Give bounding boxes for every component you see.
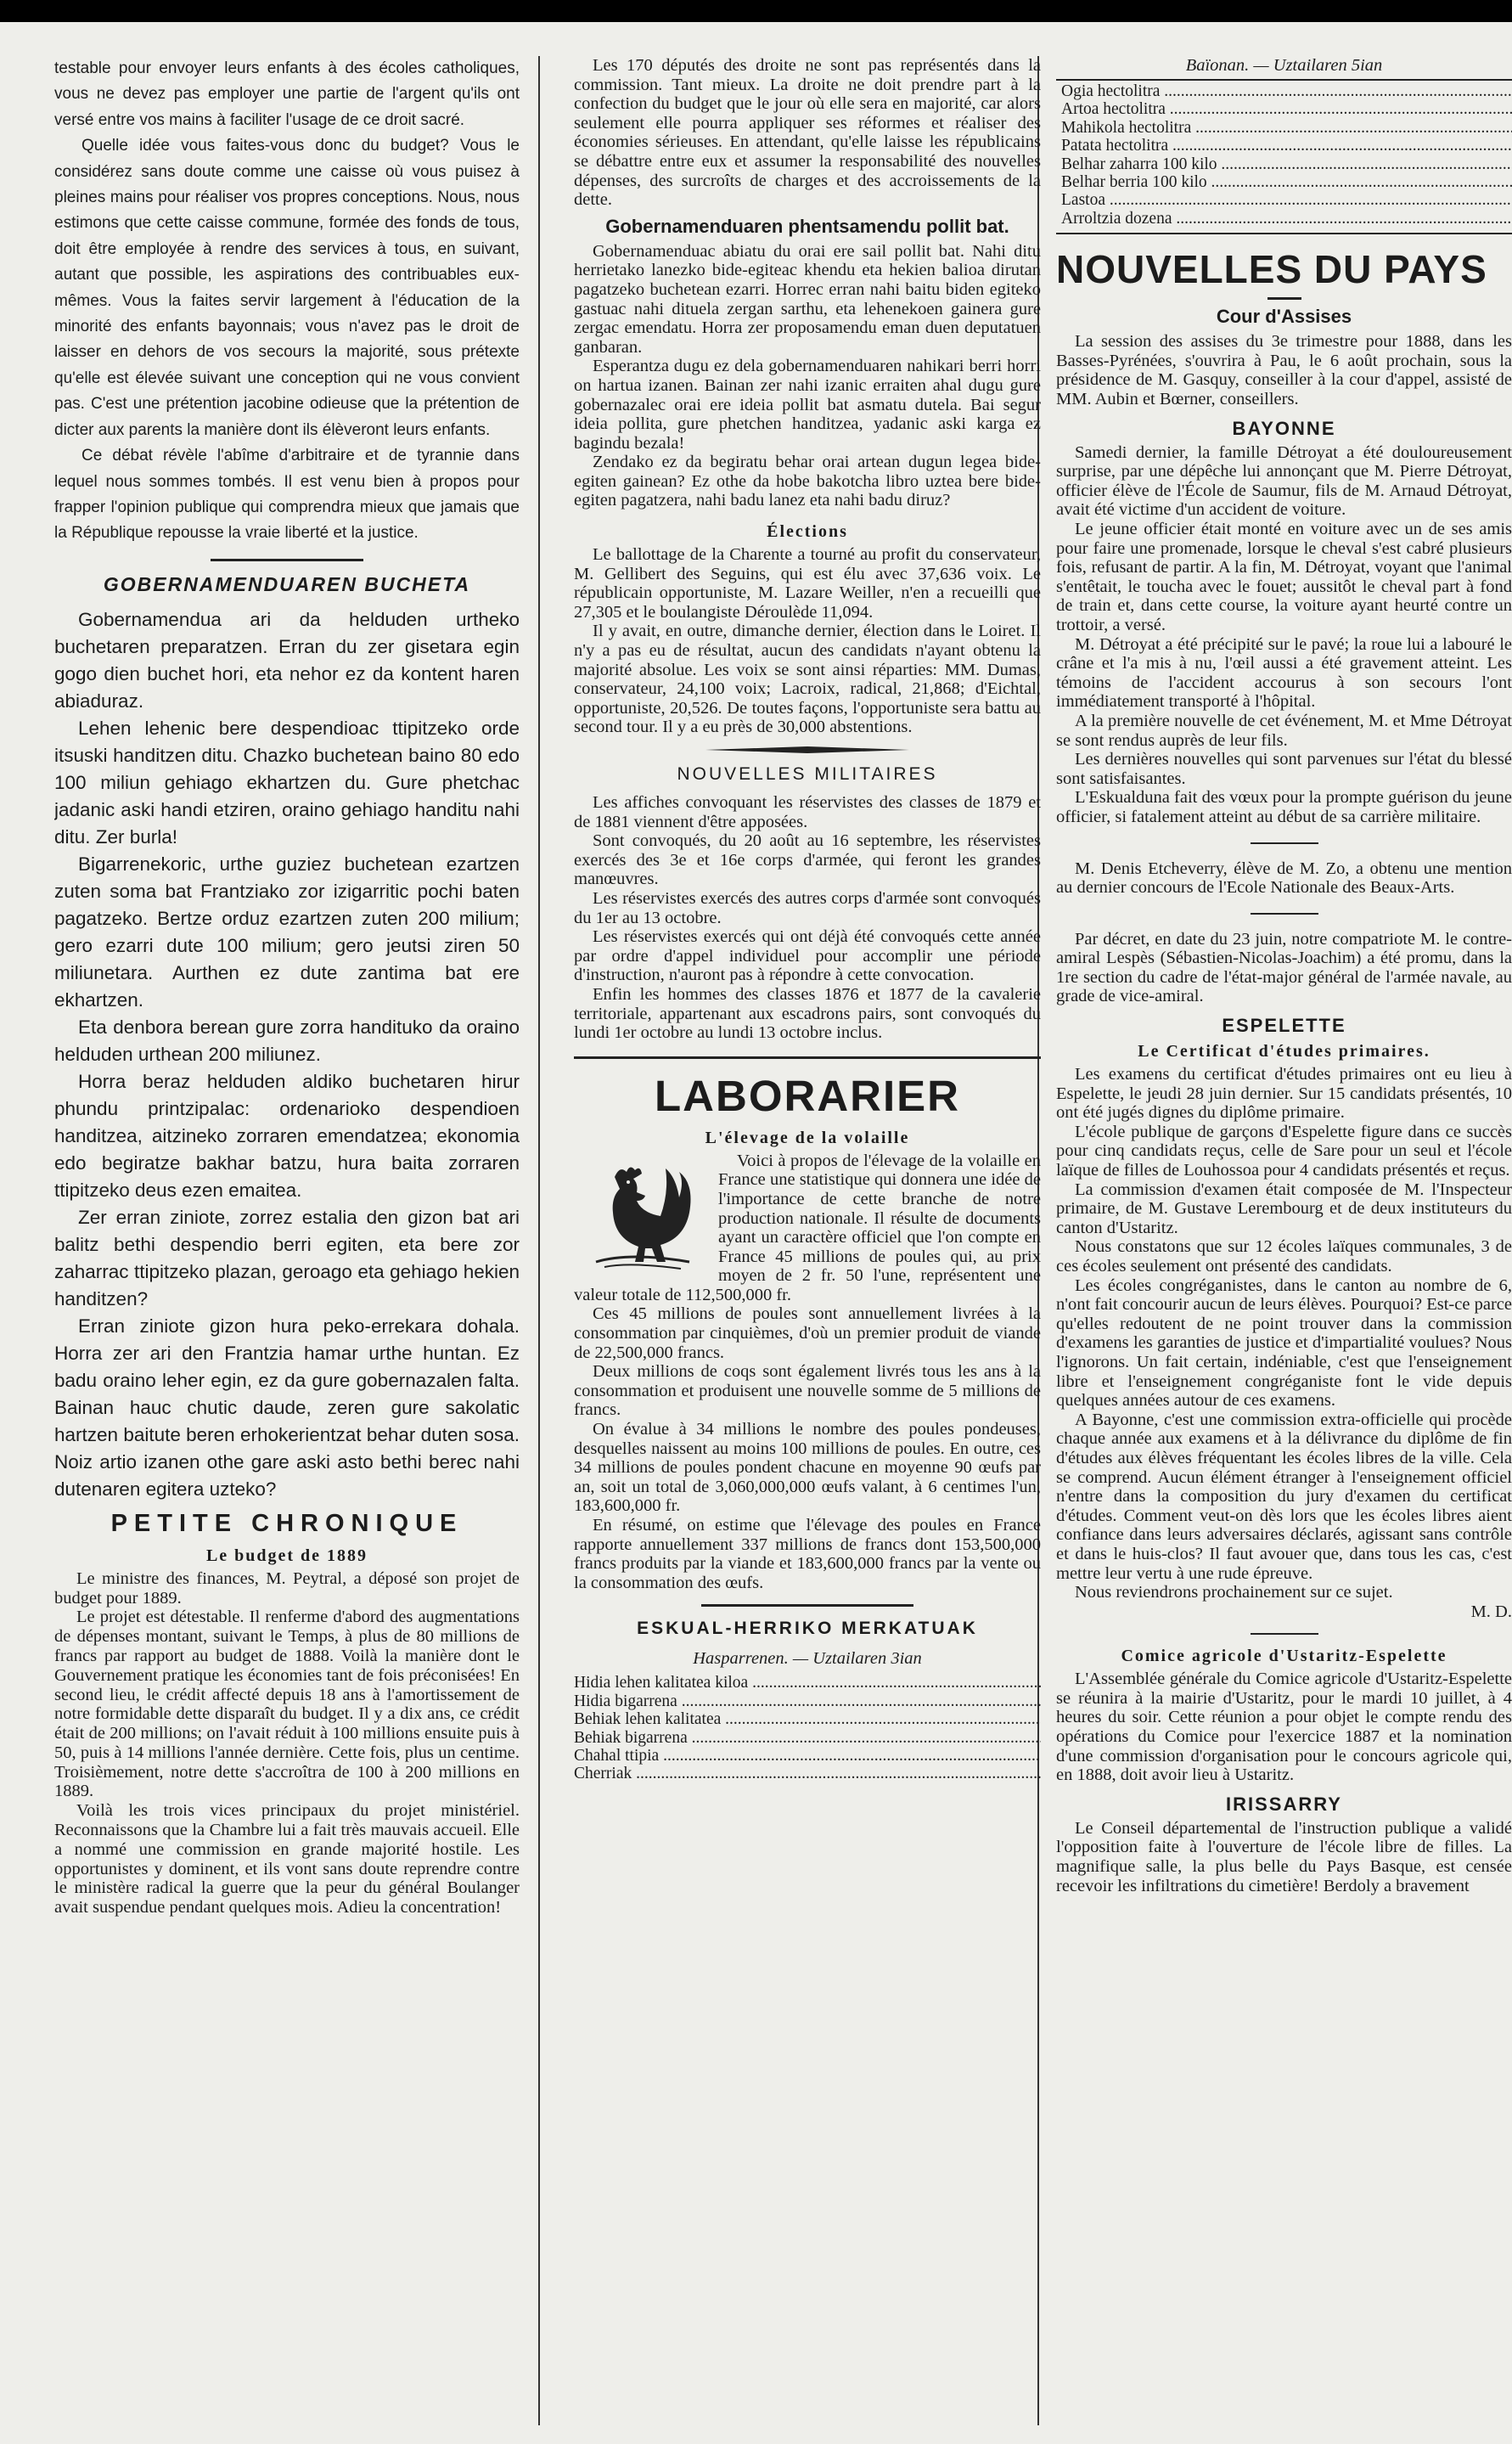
paragraph: La commission d'examen était composée de M. l'Inspecteur primaire, de M. Gustave Lerembourg et de deux instituteurs du canton d'Ustaritz. [1056,1180,1512,1237]
rooster-illustration [579,1152,706,1279]
paragraph: Gobernamendua ari da helduden urtheko buchetaren preparatzen. Erran du zer gisetara egin gogo dien buchet hori, eta nehor ez da kontent haren abiaduraz. [54,608,520,712]
section-title-cour-assises: Cour d'Assises [1216,306,1352,328]
section-title-merkatuak: ESKUAL-HERRIKO MERKATUAK [637,1619,978,1639]
paragraph: En résumé, on estime que l'élevage des poules en France rapporte annuellement 337 millions de francs dont 153,500,000 francs produits par la viande et 183,600,000 francs par la vente ou la consommation des œufs. [574,1516,1041,1592]
paragraph: M. Détroyat a été précipité sur le pavé; la roue lui a labouré le crâne et l'a mis à nu, l'œil aussi a été gravement atteint. Les témoins de l'accident accourus à son secours l'ont immédiatement transporté à l'hôpital. [1056,634,1512,712]
table-row [1061,191,1512,209]
row-label: Artoa hectolitra ..... [1061,100,1512,118]
dateline-place: Baïonan. [1185,56,1250,75]
row-label: Belhar berria 100 kilo ..... [1061,173,1512,191]
chronique-article [54,1569,520,1917]
column-rule-1 [538,56,540,2425]
paragraph: Les réservistes exercés qui ont déjà été convoqués cette année par ordre d'appel individuel pour accomplir une période d'instruction, n'auront pas à répondre à cette convocation. [574,927,1041,985]
table-row [574,1692,1041,1710]
separator-rule [701,1604,913,1607]
section-title-elections: Élections [767,522,848,542]
intro-article [54,56,520,547]
separator-rule [1251,842,1318,844]
row-label: Hidia bigarrena ..... [574,1692,1041,1710]
section-title-irissarry: IRISSARRY [1226,1793,1342,1815]
paragraph: Bigarrenekoric, urthe guziez buchetean ezartzen zuten soma bat Frantziako zor izigarritic pochi baten pagatzeko. Bertze orduz ezartzen zuten 200 milium; gero ezarri dute 100 milium; gero jeutsi ziren 50 miliunetara. Aurthen ez dute zantima bat ere ekhartzen. [54,853,520,1011]
separator-rule [1251,1633,1318,1635]
section-title-nouvelles-du-pays: NOUVELLES DU PAYS [1056,247,1487,292]
paragraph: A la première nouvelle de cet événement, M. et Mme Détroyat se sont rendus auprès de leur fils. [1056,711,1512,750]
paragraph: Le jeune officier était monté en voiture avec un de ses amis pour faire une promenade, lorsque le cheval s'est cabré plusieurs fois, refusant de partir. A la fin, M. Détroyat, voyant que l'animal s'entêtait, le toucha avec le fouet; aussitôt le cheval part à fond de train et, dans cette course, la voiture ayant heurté contre un trottoir, a versé. [1056,520,1512,634]
paragraph: Voici à propos de l'élevage de la volaille en France une statistique qui donnera une idée de l'importance de cette branche de notre production nationale. Il résulte de documents ayant un caractère officiel que l'on compte en France 45 millions de poules qui, au prix moyen de 2 fr. 50 l'une, représentent une valeur totale de 112,500,000 fr. [574,1151,1041,1304]
table-row [574,1747,1041,1765]
dateline [574,1649,1041,1669]
table-row [574,1765,1041,1782]
subtitle-certificat: Le Certificat d'études primaires. [1138,1042,1430,1062]
paragraph: Esperantza dugu ez dela gobernamenduaren nahikari berri horri on hartua izanen. Bainan zer nahi izanic erraiten ahal dugu gure gobernazalec orai ere ideia pollit bat asmatu dutela. Bai segur ideia pollita, gure phetchen handitzea, yadanic aski karga ez bagindu bezala! [574,357,1041,453]
section-title-phentsamendu: Gobernamenduaren phentsamendu pollit bat. [605,215,1009,237]
separator-rule [1267,297,1301,300]
dateline-place: Hasparrenen. [693,1649,789,1669]
section-divider [574,1056,1041,1059]
separator-rule [1251,913,1318,915]
table-row [1061,155,1512,173]
section-title-bayonne: BAYONNE [1232,417,1336,439]
section-title-nouvelles-militaires: NOUVELLES MILITAIRES [677,764,938,784]
paragraph: Le projet est détestable. Il renferme d'abord des augmentations de dépenses montant, suivant le Temps, à plus de 80 millions de francs par rapport au budget de 1888. Voilà la manière dont le Gouvernement pratique les économies tant de fois préconisées! En second lieu, le crédit affecté depuis 18 ans à l'amortissement de notre formidable dette disparaît du budget. Il y a dix ans, ce crédit était de 200 millions; on l'avait réduit à 100 millions ensuite puis à 50, puis à 14 millions l'année dernière. Cette fois, plus un centime. Troisièmement, notre dette s'accroîtra de 100 à 200 millions en 1889. [54,1608,520,1801]
table-row [1061,100,1512,118]
paragraph: Par décret, en date du 23 juin, notre compatriote M. le contre-amiral Lespès (Sébastien-Nicolas-Joachim) a été promu, dans la 1re section du cadre de l'état-major général de l'armée navale, au grade de vice-amiral. [1056,929,1512,1006]
paragraph: Sont convoqués, du 20 août au 16 septembre, les réservistes exercés des 3e et 16e corps d'armée, qui feront les grandes manœuvres. [574,831,1041,889]
row-label: Belhar zaharra 100 kilo ..... [1061,155,1512,173]
paragraph: Gobernamenduac abiatu du orai ere sail pollit bat. Nahi ditu herrietako lanezko bide-egiteac khendu eta hekien balioa dirutan pagatzeko buchetean ezarri. Horrec erran nahi baitu biden egiteko gastuac nahi dituela zergan sarthu, eta lehenekoen gainera gure zergac emendatu. Horra zer proposamendu eman duen deputatuen ganbaran. [574,241,1041,357]
table-row [1061,210,1512,228]
section-title-petite-chronique: PETITE CHRONIQUE [110,1509,464,1537]
paragraph: Les réservistes exercés des autres corps d'armée sont convoqués du 1er au 13 octobre. [574,888,1041,927]
paragraph: Le Conseil départemental de l'instruction publique a validé l'opposition faite à l'ouverture de l'école libre de filles. La magnifique salle, la plus belle du Pays Basque, est censée recevoir les infiltrations du cimetière! Berdoly a bravement [1056,1818,1512,1895]
newspaper-page [0,22,1512,2444]
price-table-bayonne [1061,82,1512,228]
wedge-rule-ornament [705,746,909,754]
subtitle-volaille: L'élevage de la volaille [705,1128,910,1147]
dateline-date: — Uztailaren 5ian [1253,56,1383,75]
table-row [1061,137,1512,155]
row-label: Behiak lehen kalitatea ..... [574,1710,1041,1728]
row-label: Ogia hectolitra ..... [1061,82,1512,100]
paragraph: Le ballottage de la Charente a tourné au profit du conservateur, M. Gellibert des Seguins, qui est élu avec 37,636 voix. Le républicain opportuniste, M. Lazare Weiller, n'en a recueilli que 27,305 et le boulangiste Déroulède 11,094. [574,545,1041,622]
separator-rule [211,559,363,561]
row-label: Behiak bigarrena ..... [574,1729,1041,1747]
row-label: Arroltzia dozena ..... [1061,210,1512,228]
paragraph: Horra beraz helduden aldiko buchetaren hirur phundu printzipalac: ordenarioko despendioen handitzea, aitzineko zorraren emendatzea; ekonomia edo begiratze bakhar batzu, hura baita zorraren ttipitzeko deus ezen emaitea. [54,1070,520,1201]
paragraph: L'Assemblée générale du Comice agricole d'Ustaritz-Espelette se réunira à la mairie d'Ustaritz, pour le mardi 10 juillet, à 4 heures du soir. Cette réunion a pour objet le compte rendu des opérations du Comice pour l'exercice 1887 et la nomination d'une commission d'organisation pour le concours agricole qui, en 1888, doit avoir lieu à Ustaritz. [1056,1670,1512,1785]
paragraph: L'école publique de garçons d'Espelette figure dans ce succès pour cinq candidats reçus, celle de Sare pour un seul et l'école laïque de filles de Louhossoa pour 4 candidats présentés et reçus. [1056,1122,1512,1180]
section-title-bucheta: GOBERNAMENDUAREN BUCHETA [103,572,471,595]
paragraph: testable pour envoyer leurs enfants à des écoles catholiques, vous ne devez pas employer une partie de l'argent qu'ils ont versé entre vos mains à faciliter l'usage de ce droit sacré. [54,59,520,129]
row-label: Cherriak ..... [574,1765,1041,1782]
paragraph: Voilà les trois vices principaux du projet ministériel. Reconnaissons que la Chambre lui a fait très mauvais accueil. Elle a nommé une commission en grande majorité hostile. Les opportunistes y dominent, et ils vont sans doute reprendre contre le ministère radical la guerre que la peur du général Boulanger avait suspendue pendant quelques mois. Adieu la concentration! [54,1801,520,1917]
paragraph: A Bayonne, c'est une commission extra-officielle qui procède chaque année aux examens et à la délivrance du diplôme de fin d'études aux élèves fréquentant les écoles libres de la ville. Cela se comprend. Aucun élément étranger à l'enseignement officiel n'entre dans la composition du jury d'examen du certificat d'études. Comment veut-on dès lors que les écoles libres aient confiance dans leurs adversaires déclarés, agissant sans contrôle et dans le huis-clos? Il faut avouer que, dans tous les cas, c'est mettre leur vertu à une rude épreuve. [1056,1410,1512,1583]
paragraph: Eta denbora berean gure zorra handituko da oraino helduden urthean 200 miliunez. [54,1016,520,1065]
signature: M. D. [1470,1602,1512,1621]
paragraph: M. Denis Etcheverry, élève de M. Zo, a obtenu une mention au dernier concours de l'Ecole Nationale des Beaux-Arts. [1056,859,1512,898]
paragraph: Zer erran ziniote, zorrez estalia den gizon bat ari balitz bethi despendio berri egiten, eta bere zor zaharrac ttipitzeko plazan, geroago eta gehiago hekien handitzen? [54,1206,520,1309]
paragraph: Quelle idée vous faites-vous donc du budget? Vous le considérez sans doute comme une caisse où vous puisez à pleines mains pour réaliser vos propres conceptions. Nous, nous estimons que cette caisse commune, formée des fonds de tous, doit être employée à rendre des services à tous, en suivant, autant que possible, les aspirations des contribuables eux-mêmes. Vous la faites servir largement à l'éducation de la minorité des enfants bayonnais; vous n'avez pas le droit de laisser en dehors de vos secours la majorité, sous prétexte qu'elle est élevée suivant une conception qui ne vous convient pas. C'est une prétention jacobine odieuse que la prétention de dicter aux parents la manière dont ils élèveront leurs enfants. [54,137,520,439]
paragraph: Samedi dernier, la famille Détroyat a été douloureusement surprise, par une dépêche lui annonçant que M. Pierre Détroyat, officier élève de l'École de Saumur, fils de M. Arnaud Détroyat, avait été victime d'un accident de voiture. [1056,442,1512,520]
section-title-laborarier: LABORARIER [655,1071,960,1120]
row-label: Chahal ttipia ..... [574,1747,1041,1765]
row-label: Hidia lehen kalitatea kiloa ..... [574,1674,1041,1692]
paragraph: Erran ziniote gizon hura peko-errekara dohala. Horra zer ari den Frantzia hamar urthe huntan. Ez badu oraino leher egin, ez da gure gobernazalen falta. Bainan hauc chutic daude, zeren gure sakolatic hartzen baitute beren erhokerientzat behar duten sosa. Noiz artio izanen othe gare aski asto bethi berec nahi dutenaren egitera uzteko? [54,1315,520,1500]
paragraph: Les examens du certificat d'études primaires ont eu lieu à Espelette, le jeudi 28 juin dernier. Sur 15 candidats présentés, 10 ont été jugés dignes du diplôme primaire. [1056,1065,1512,1123]
table-row [1061,82,1512,100]
paragraph: La session des assises du 3e trimestre pour 1888, dans les Basses-Pyrénées, s'ouvrira à Pau, le 6 août prochain, sous la présidence de M. Gasquy, conseiller à la cour d'appel, assisté de MM. Aubin et Bœrner, conseillers. [1056,332,1512,409]
row-label: Lastoa ..... [1061,191,1512,209]
paragraph: Les dernières nouvelles qui sont parvenues sur l'état du blessé sont satisfaisantes. [1056,750,1512,788]
column-1 [54,56,520,1917]
column-3 [1056,56,1512,1895]
table-row [574,1729,1041,1747]
paragraph: Zendako ez da begiratu behar orai artean dugun legea bide-egiten gainean? Ez othe da hobe bakotcha libro uztea bere bide-egiten pagatzera, nahi badu lanez eta nahi badu diruz? [574,453,1041,510]
paragraph: Nous constatons que sur 12 écoles laïques communales, 3 de ces écoles seulement ont présenté des candidats. [1056,1237,1512,1275]
price-table-frame [1056,79,1512,234]
paragraph: Ces 45 millions de poules sont annuellement livrées à la consommation par cinquièmes, d'où un premier produit de viande de 22,500,000 francs. [574,1304,1041,1362]
table-row [574,1674,1041,1692]
paragraph: Deux millions de coqs sont également livrés tous les ans à la consommation et produisent une nouvelle somme de 5 millions de francs. [574,1362,1041,1420]
price-table-hasparren [574,1674,1041,1782]
paragraph: Ce débat révèle l'abîme d'arbitraire et de tyrannie dans lequel nous sommes tombés. Il est venu bien à propos pour frapper l'opinion publique qui comprendra mieux que jamais que la République repousse la vraie liberté et la justice. [54,447,520,543]
paragraph: L'Eskualduna fait des vœux pour la prompte guérison du jeune officier, si fatalement atteint au début de sa carrière militaire. [1056,788,1512,826]
paragraph: Lehen lehenic bere despendioac ttipitzeko orde itsuski handitzen ditu. Chazko buchetean baino 80 edo 100 miliun gehiago ekhartzen du. Gure phetchac jadanic aski handi etziren, oraino gehiago handitu nahi ditu. Zer burla! [54,717,520,848]
laborarier-article [574,1152,1041,1593]
subtitle-budget: Le budget de 1889 [205,1546,368,1565]
paragraph: Le ministre des finances, M. Peytral, a déposé son projet de budget pour 1889. [54,1568,520,1608]
paragraph: Les écoles congréganistes, dans le canton au nombre de 6, n'ont fait concourir aucun de leurs élèves. Pourquoi? Est-ce parce qu'elles redoutent de ne point trouver dans la commission d'examens les garanties de justice et d'impartialité voulues? Nous l'ignorons. Un fait certain, indéniable, c'est que l'enseignement libre et l'enseignement congréganiste font le vide depuis quelques années autour de ces examens. [1056,1275,1512,1411]
dateline [1056,56,1512,76]
section-title-comice: Comice agricole d'Ustaritz-Espelette [1121,1647,1447,1666]
paragraph: Nous reviendrons prochainement sur ce sujet. [1075,1583,1393,1602]
column-2 [574,56,1041,1783]
bucheta-article [54,606,520,1503]
paragraph: Enfin les hommes des classes 1876 et 1877 de la cavalerie territoriale, appartenant aux escadrons pairs, sont convoqués du lundi 1er octobre au lundi 13 octobre inclus. [574,984,1041,1043]
paragraph: Il y avait, en outre, dimanche dernier, élection dans le Loiret. Il n'y a pas eu de résultat, aucun des candidats n'ayant obtenu la majorité absolue. Les voix se sont ainsi réparties: MM. Dumas, conservateur, 24,100 voix; Lacroix, radical, 21,868; d'Eichtal, opportuniste, 20,526. De toutes façons, l'opportuniste sera battu au second tour. Il y a eu près de 30,000 abstentions. [574,622,1041,737]
table-row [1061,173,1512,191]
table-row [1061,119,1512,137]
dateline-date: — Uztailaren 3ian [792,1649,922,1669]
row-label: Patata hectolitra ..... [1061,137,1512,155]
paragraph: On évalue à 34 millions le nombre des poules pondeuses, desquelles naissent au moins 100 millions de poules. En outre, ces 34 millions de poules pondent chacune en moyenne 90 œufs par an, soit un total de 3,060,000,000 œufs valant, à 6 centimes l'un, 183,600,000 fr. [574,1420,1041,1516]
row-label: Mahikola hectolitra ..... [1061,119,1512,137]
table-row [574,1710,1041,1728]
section-title-espelette: ESPELETTE [1222,1015,1346,1037]
paragraph: Les 170 députés des droite ne sont pas représentés dans la commission. Tant mieux. La droite ne doit prendre part à la confection du budget que le jour où elle sera en majorité, car alors seulement elle pourra appliquer ses réformes et réaliser des économies sérieuses. En attendant, qu'elle laisse les républicains se débattre entre eux et assumer la responsabilité des nouvelles dépenses, des surcroîts de charges et des accroissements de la dette. [574,56,1041,210]
paragraph: Les affiches convoquant les réservistes des classes de 1879 et de 1881 viennent d'être apposées. [574,793,1041,831]
